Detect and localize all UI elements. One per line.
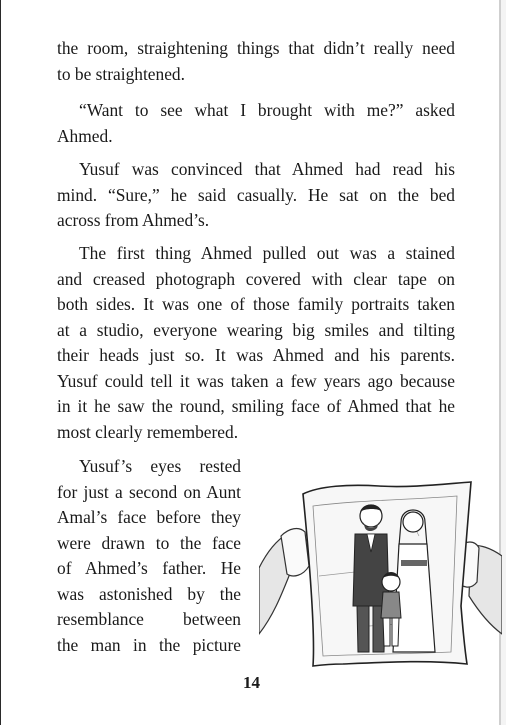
mother-belt (401, 560, 427, 566)
text-line: in it he saw the round, smiling face of Ahmed that he (57, 396, 455, 416)
text-line: for just a second on Aunt (57, 481, 241, 502)
text-line: was astonished by the (57, 583, 241, 604)
text-line: The first thing Ahmed pulled out was a stained (79, 243, 455, 263)
text-line: Amal’s face before they (57, 507, 241, 527)
text-line: the room, straightening things that didn’t really need (57, 38, 455, 58)
text-line: their heads just so. It was Ahmed and his parents. (57, 345, 455, 365)
text-line: to be straightened. (57, 63, 185, 84)
family-photo-illustration (259, 456, 502, 668)
text-line: across from Ahmed’s. (57, 210, 210, 230)
paragraph-1 (57, 36, 455, 87)
text-line: Ahmed. (57, 125, 113, 146)
paragraph-2 (57, 98, 455, 149)
text-line: mind. “Sure,” he said casually. He sat on the bed (57, 184, 455, 205)
text-line: the man in the picture (57, 634, 241, 655)
paragraph-4 (57, 241, 455, 445)
paragraph-3 (57, 157, 455, 234)
text-line: most clearly remembered. (57, 421, 239, 442)
text-line: of Ahmed’s father. He (57, 558, 241, 578)
text-line: Yusuf was convinced that Ahmed had read his (79, 159, 455, 179)
text-line: Yusuf could tell it was taken a few years ago because (57, 370, 455, 391)
page-number: 14 (243, 673, 260, 692)
mother-head (403, 512, 423, 532)
text-line: “Want to see what I brought with me?” asked (79, 100, 455, 120)
text-line: were drawn to the face (57, 532, 241, 553)
text-line: and creased photograph covered with clear tape on (57, 268, 455, 289)
text-line: at a studio, everyone wearing big smiles and tilting (57, 319, 455, 340)
text-line: Yusuf’s eyes rested (79, 456, 241, 476)
child-shirt (381, 592, 401, 618)
text-line: resemblance between (57, 609, 241, 629)
paragraph-5 (57, 454, 241, 658)
text-line: both sides. It was one of those family portraits taken (57, 294, 455, 314)
